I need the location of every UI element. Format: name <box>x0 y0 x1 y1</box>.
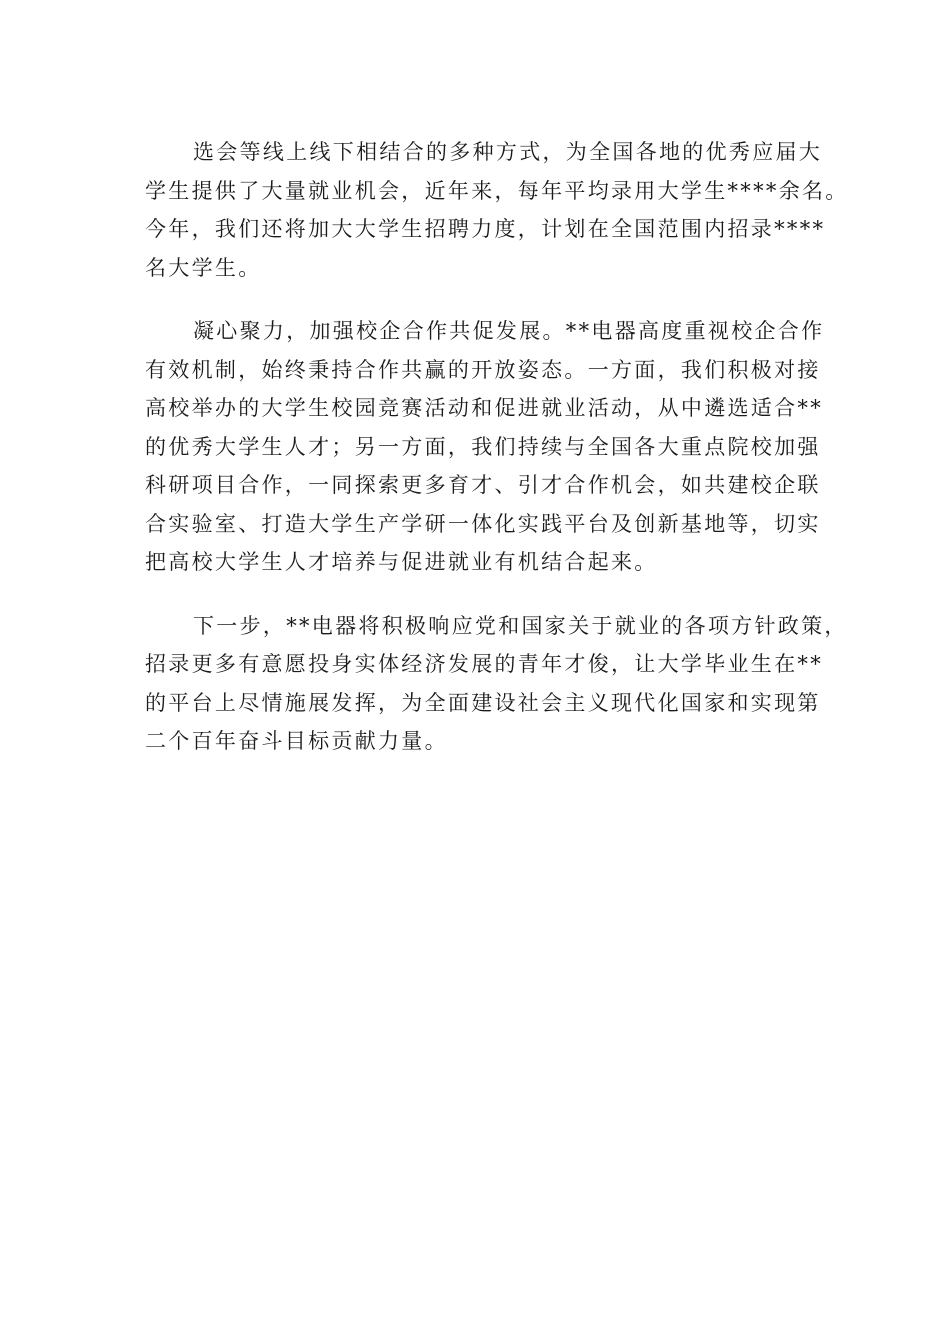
text-line: 今年，我们还将加大大学生招聘力度，计划在全国范围内招录**** <box>145 217 826 241</box>
text-line: 的平台上尽情施展发挥，为全面建设社会主义现代化国家和实现第 <box>145 690 821 715</box>
paragraph-next-steps <box>145 607 848 761</box>
text-line: 凝心聚力，加强校企合作共促发展。**电器高度重视校企合作 <box>193 319 825 343</box>
text-line: 的优秀大学生人才；另一方面，我们持续与全国各大重点院校加强 <box>145 434 821 459</box>
text-line: 合实验室、打造大学生产学研一体化实践平台及创新基地等，切实 <box>145 511 821 536</box>
text-line: 选会等线上线下相结合的多种方式，为全国各地的优秀应届大 <box>193 140 823 164</box>
paragraph-cooperation <box>145 312 825 582</box>
text-line: 二个百年奋斗目标贡献力量。 <box>145 729 448 753</box>
paragraph-recruitment <box>145 133 849 287</box>
document-body <box>145 133 849 761</box>
text-line: 下一步，**电器将积极响应党和国家关于就业的各项方针政策， <box>193 613 848 638</box>
text-line: 名大学生。 <box>145 255 262 280</box>
text-line: 科研项目合作，一同探索更多育才、引才合作机会，如共建校企联 <box>145 473 821 497</box>
paragraph-gap <box>145 582 805 607</box>
text-line: 把高校大学生人才培养与促进就业有机结合起来。 <box>145 550 658 574</box>
text-line: 学生提供了大量就业机会，近年来，每年平均录用大学生****余名。 <box>145 178 849 203</box>
text-line: 招录更多有意愿投身实体经济发展的青年才俊，让大学毕业生在** <box>145 652 823 676</box>
text-line: 高校举办的大学生校园竞赛活动和促进就业活动，从中遴选适合** <box>145 396 823 420</box>
text-line: 有效机制，始终秉持合作共赢的开放姿态。一方面，我们积极对接 <box>145 357 821 382</box>
paragraph-gap <box>145 287 805 312</box>
